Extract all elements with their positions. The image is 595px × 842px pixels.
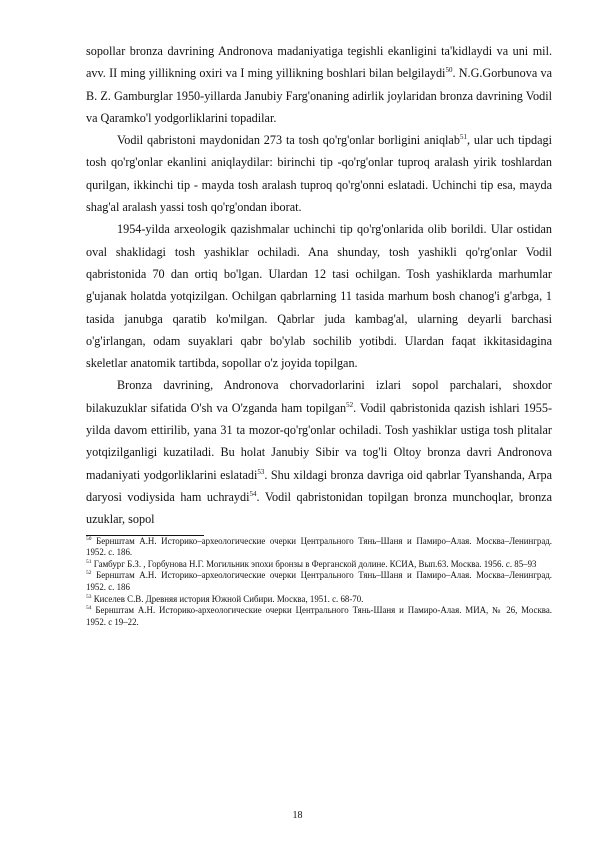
paragraph-2-text-end: , ular uch tipdagi tosh qo'rg'onlar ekanlini aniqlaydilar: birinchi tip -qo'rg'onlar tuproq aralash yirik toshlardan qurilgan, ikkinchi tip - mayda tosh aralash tuproq qo'rg'onni eslatadi. Uchinchi tip esa, mayda shag'al aralash yassi tosh qo'rg'ondan iborat. <box>86 133 552 215</box>
footnote-ref-50[interactable]: 50 <box>445 66 453 75</box>
footnote-text: Гамбург Б.З. , Горбунова Н.Г. Могильник эпохи бронзы в Ферганской долине. КСИА, Вып.63. Москва. 1956. с. 85–93 <box>91 558 537 569</box>
paragraph-4-text-end: . Vodil qabristonidan topilgan bronza munchoqlar, bronza uzuklar, sopol <box>86 489 552 527</box>
page-content <box>86 40 552 628</box>
footnote-52 <box>86 570 552 593</box>
footnote-text: Бернштам А.Н. Историко–археологические очерки Центрального Тянь–Шаня и Памиро–Алая. Москва–Ленинград. 1952. с. 186 <box>86 570 552 592</box>
footnote-number: 52 <box>86 570 92 577</box>
paragraph-2-text: Vodil qabristoni maydonidan 273 ta tosh qo'rg'onlar borligini aniqlab <box>117 133 460 148</box>
paragraph-3: 1954-yilda arxeologik qazishmalar uchinchi tip qo'rg'onlarida olib borildi. Ular ostidan oval shaklidagi tosh yashiklar ochiladi. Ana shunday, tosh yashikli qo'rg'onlar Vodil qabristonida 70 dan ortiq bo'lgan. Ulardan 12 tasi ochilgan. Tosh yashiklarda marhumlar g'ujanak holatda yotqizilgan. Ochilgan qabrlarning 11 tasida marhum bosh chanog'i g'arbga, 1 tasida janubga qaratib ko'milgan. Qabrlar juda kambag'al, ularning deyarli barchasi o'g'irlangan, odam suyaklari qabr bo'ylab sochilib yotibdi. Ulardan faqat ikkitasidagina skeletlar anatomik tartibda, sopollar o'z joyida topilgan. <box>86 222 552 371</box>
page-number: 18 <box>292 810 303 821</box>
footnote-53 <box>86 594 552 606</box>
footnote-text: Бернштам А.Н. Историко-археологические очерки Центрального Тянь-Шаня и Памиро-Алая. МИА, № 26, Москва. 1952. с 19–22. <box>86 605 552 627</box>
paragraph-4-text-mid: . Vodil qabristonida qazish ishlari 1955-yilda davom ettirilib, yana 31 ta mozor-qo'rg'onlar ochiladi. Tosh yashiklar ustiga tosh plitalar yotqizilganligi kuzatiladi. Bu holat Janubiy Sibir va tog'li Oltoy bronza davri Andronova madaniyati yodgorliklarini eslatadi <box>86 400 552 482</box>
footnote-51 <box>86 559 552 571</box>
footnote-ref-54[interactable]: 54 <box>249 489 257 498</box>
footnote-text: Киселев С.В. Древняя история Южной Сибири. Москва, 1951. с. 68-70. <box>91 593 364 604</box>
paragraph-1-text-end: . N.G.Gorbunova va B. Z. Gamburglar 1950-yillarda Janubiy Farg'onaning adirlik joylaridan bronza davrining Vodil va Qaramko'l yodgorliklarini topadilar. <box>86 66 552 125</box>
footnote-ref-51[interactable]: 51 <box>459 133 467 142</box>
paragraph-4 <box>86 374 552 530</box>
footnote-number: 51 <box>86 558 92 565</box>
footnote-50 <box>86 536 552 559</box>
footnotes <box>86 536 552 629</box>
paragraph-1-text: sopollar bronza davrining Andronova madaniyatiga tegishli ekanligini ta'kidlaydi va uni mil. avv. II ming yillikning oxiri va I ming yillikning boshlari bilan belgilaydi <box>86 44 552 81</box>
paragraph-4-text: Bronza davrining, Andronova chorvadorlarini izlari sopol parchalari, shoxdor bilakuzuklar sifatida O'sh va O'zganda ham topilgan <box>86 378 552 415</box>
paragraph-2 <box>86 129 552 218</box>
footnote-ref-53[interactable]: 53 <box>257 467 265 476</box>
footnote-ref-52[interactable]: 52 <box>346 400 354 409</box>
paragraph-1 <box>86 40 552 129</box>
footnote-number: 53 <box>86 593 92 600</box>
footnote-number: 50 <box>86 535 92 542</box>
footnote-text: Бернштам А.Н. Историко–археологические очерки Центрального Тянь–Шаня и Памиро–Алая. Москва–Ленинград. 1952. с. 186. <box>86 535 552 558</box>
footnote-number: 54 <box>86 605 92 612</box>
footnote-54 <box>86 605 552 628</box>
paragraph-4-text-mid2: . Shu xildagi bronza davriga oid qabrlar Tyanshanda, Arpa daryosi vodiysida ham uchraydi <box>86 467 553 504</box>
